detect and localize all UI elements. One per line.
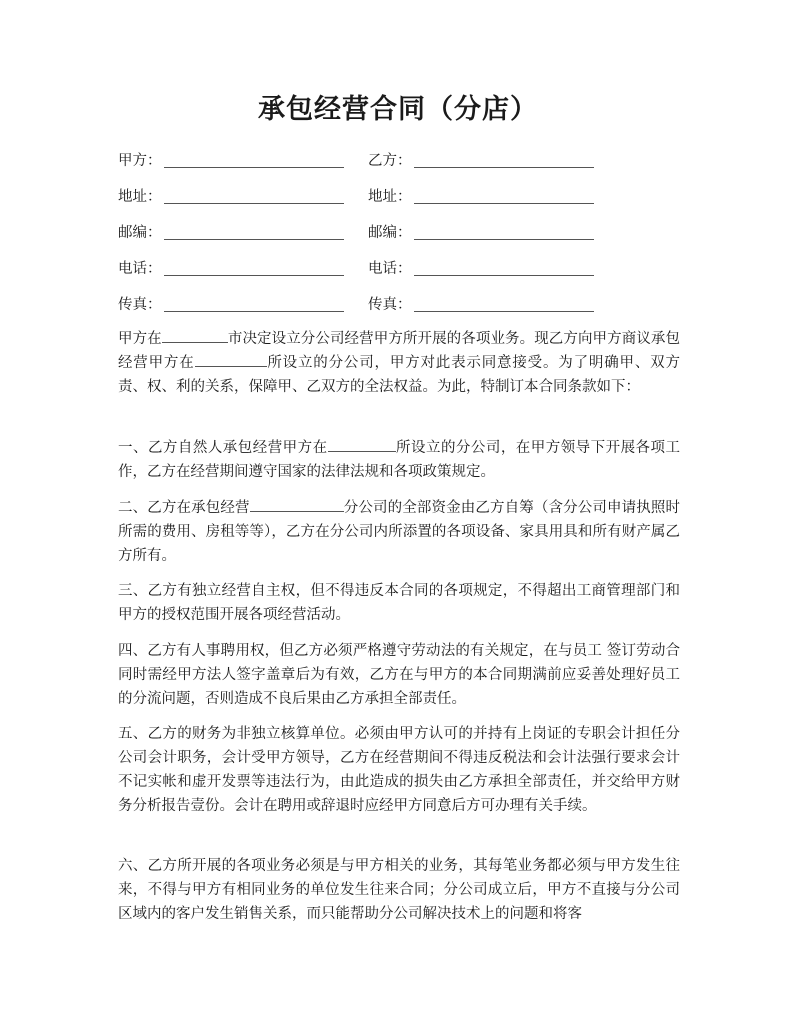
party-row (118, 150, 678, 172)
fill-in-line (414, 167, 594, 168)
intro-text: 所设立的分公司，甲方对此表示同意接受。为了明确甲、双方责、权、利的关系，保障甲、乙双方的全法权益。为此，特制订本合同条款如下： (118, 355, 680, 395)
blank-line (328, 436, 396, 452)
intro-paragraph (118, 327, 680, 399)
fill-in-line (164, 167, 344, 168)
fill-in-line (414, 239, 594, 240)
blank-line (250, 496, 344, 512)
clause-text: 一、乙方自然人承包经营甲方在 (118, 440, 328, 456)
field-label: 电话： (368, 261, 412, 277)
fill-in-line (164, 239, 344, 240)
field-label: 传真： (368, 297, 412, 313)
fill-in-line (414, 203, 594, 204)
intro-text: 甲方在 (118, 331, 162, 347)
fill-in-line (414, 275, 594, 276)
field-label: 乙方： (368, 153, 412, 169)
field-label: 邮编： (368, 225, 412, 241)
fill-in-line (414, 311, 594, 312)
field-label: 地址： (118, 189, 162, 205)
fill-in-line (164, 311, 344, 312)
fax-row (118, 294, 678, 316)
field-label: 邮编： (118, 225, 162, 241)
document-title: 承包经营合同（分店） (258, 94, 538, 125)
blank-line (195, 351, 267, 367)
intro-text: 市决定设立分公司经营甲方所开展的各项业务。现乙方向甲方商议承包经营甲方在 (118, 331, 680, 371)
field-label: 甲方： (118, 153, 162, 169)
clause-3: 三、乙方有独立经营自主权，但不得违反本合同的各项规定，不得超出工商管理部门和甲方的授权范围开展各项经营活动。 (118, 583, 680, 623)
field-label: 地址： (368, 189, 412, 205)
postcode-row (118, 222, 678, 244)
clause-5: 五、乙方的财务为非独立核算单位。必须由甲方认可的并持有上岗证的专职会计担任分公司会计职务，会计受甲方领导，乙方在经营期间不得违反税法和会计法强行要求会计不记实帐和虚开发票等违法行为，由此造成的损失由乙方承担全部责任，并交给甲方财务分析报告壹份。会计在聘用或辞退时应经甲方同意后方可办理有关手续。 (118, 726, 680, 814)
clause-text: 所设立的分公司，在甲方领导下开展各项工作，乙方在经营期间遵守国家的法律法规和各项政策规定。 (118, 440, 681, 480)
clause-text: 分公司的全部资金由乙方自筹（含分公司申请执照时所需的费用、房租等等），乙方在分公司内所添置的各项设备、家具用具和所有财产属乙方所有。 (118, 500, 680, 564)
fill-in-line (164, 275, 344, 276)
address-row (118, 186, 678, 208)
fill-in-line (164, 203, 344, 204)
clause-6: 六、乙方所开展的各项业务必须是与甲方相关的业务，其每笔业务都必须与甲方发生往来，不得与甲方有相同业务的单位发生往来合同；分公司成立后，甲方不直接与分公司区域内的客户发生销售关系，而只能帮助分公司解决技术上的问题和将客 (118, 858, 680, 922)
blank-line (162, 327, 228, 343)
field-label: 电话： (118, 261, 162, 277)
field-label: 传真： (118, 297, 162, 313)
clause-text: 二、乙方在承包经营 (118, 500, 250, 516)
clause-1 (118, 436, 680, 484)
clause-2 (118, 496, 680, 568)
phone-row (118, 258, 678, 280)
clause-4: 四、乙方有人事聘用权，但乙方必须严格遵守劳动法的有关规定，在与员工 签订劳动合同时需经甲方法人签字盖章后为有效，乙方在与甲方的本合同期满前应妥善处理好员工的分流问题，否则造成不良后果由乙方承担全部责任。 (118, 643, 680, 707)
